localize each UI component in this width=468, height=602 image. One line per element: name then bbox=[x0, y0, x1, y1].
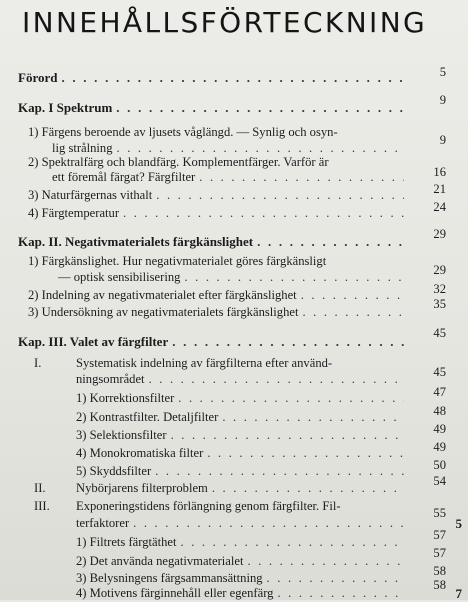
leader-dots bbox=[117, 141, 404, 156]
page-number: 24 bbox=[433, 200, 446, 214]
entry-text: 1) Filtrets färgtäthet bbox=[76, 535, 177, 549]
entry-text: 4) Monokromatiska filter bbox=[76, 446, 204, 460]
page-number: 55 bbox=[433, 506, 446, 520]
leader-dots bbox=[257, 234, 404, 249]
leader-dots bbox=[61, 70, 404, 85]
page-title: INNEHÅLLSFÖRTECKNING bbox=[22, 6, 428, 39]
entry-text: Systematisk indelning av färgfilterna efter använd- bbox=[76, 356, 333, 370]
toc-entry bbox=[76, 499, 428, 514]
leader-dots bbox=[302, 305, 404, 320]
entry-text: 2) Spektralfärg och blandfärg. Komplementfärger. Varför är bbox=[28, 155, 329, 169]
entry-text: terfaktorer bbox=[76, 516, 130, 530]
page-number: 58 bbox=[433, 578, 446, 592]
leader-dots bbox=[222, 410, 404, 425]
toc-entry bbox=[76, 410, 408, 425]
edge-mark: 7 bbox=[455, 586, 462, 601]
entry-text: 4) Färgtemperatur bbox=[28, 206, 120, 220]
toc-entry bbox=[28, 188, 408, 203]
page-number: 49 bbox=[433, 440, 446, 454]
leader-dots bbox=[116, 100, 404, 115]
page-number: 58 bbox=[433, 564, 446, 578]
page-number: 48 bbox=[433, 404, 446, 418]
entry-text: 3) Belysningens färgsammansättning bbox=[76, 571, 263, 585]
toc-entry bbox=[76, 391, 408, 406]
leader-dots bbox=[155, 464, 404, 479]
entry-text: ett föremål färgat? Färgfilter bbox=[52, 170, 196, 184]
page-number: 57 bbox=[433, 528, 446, 542]
toc-entry bbox=[76, 464, 408, 479]
entry-text: 5) Skyddsfilter bbox=[76, 464, 152, 478]
page-number: 29 bbox=[433, 263, 446, 277]
toc-entry bbox=[28, 206, 408, 221]
entry-text: Förord bbox=[18, 70, 58, 85]
leader-dots bbox=[133, 516, 404, 531]
page-number: 35 bbox=[433, 297, 446, 311]
leader-dots bbox=[212, 481, 404, 496]
toc-entry bbox=[28, 288, 408, 303]
page-number: 57 bbox=[433, 546, 446, 560]
leader-dots bbox=[199, 170, 404, 185]
toc-entry bbox=[52, 141, 408, 156]
leader-dots bbox=[123, 206, 404, 221]
entry-text: 1) Korrektionsfilter bbox=[76, 391, 175, 405]
page-number: 21 bbox=[433, 182, 446, 196]
toc-chapter-3 bbox=[18, 334, 408, 349]
section-numeral: III. bbox=[34, 499, 50, 513]
entry-text: Kap. I Spektrum bbox=[18, 100, 113, 115]
page-number: 5 bbox=[439, 65, 446, 79]
toc-entry bbox=[76, 554, 408, 569]
toc-entry bbox=[76, 535, 408, 550]
entry-text: 1) Färgens beroende av ljusets våglängd. — Synlig och osyn- bbox=[28, 125, 338, 139]
page-number: 9 bbox=[439, 133, 446, 147]
toc-entry bbox=[76, 481, 408, 496]
leader-dots bbox=[277, 586, 404, 601]
leader-dots bbox=[181, 535, 405, 550]
entry-text: 2) Det använda negativmaterialet bbox=[76, 554, 244, 568]
leader-dots bbox=[207, 446, 404, 461]
page-number: 9 bbox=[439, 93, 446, 107]
section-numeral: I. bbox=[34, 356, 42, 370]
page-number: 16 bbox=[433, 165, 446, 179]
entry-text: 2) Indelning av negativmaterialet efter färgkänslighet bbox=[28, 288, 297, 302]
leader-dots bbox=[171, 428, 404, 443]
toc-entry bbox=[76, 516, 408, 531]
leader-dots bbox=[149, 372, 404, 387]
entry-text: 3) Selektionsfilter bbox=[76, 428, 167, 442]
toc-entry bbox=[76, 571, 408, 586]
toc-entry bbox=[28, 305, 408, 320]
entry-text: 3) Naturfärgernas vithalt bbox=[28, 188, 153, 202]
toc-entry bbox=[76, 372, 408, 387]
toc-entry bbox=[76, 446, 408, 461]
toc-entry bbox=[76, 356, 428, 371]
entry-text: Exponeringstidens förlängning genom färgfilter. Fil- bbox=[76, 499, 341, 513]
leader-dots bbox=[172, 334, 404, 349]
toc-chapter-1 bbox=[18, 100, 408, 115]
leader-dots bbox=[178, 391, 404, 406]
leader-dots bbox=[248, 554, 405, 569]
leader-dots bbox=[184, 270, 404, 285]
toc-entry bbox=[28, 125, 428, 140]
leader-dots bbox=[156, 188, 404, 203]
page-number: 45 bbox=[433, 326, 446, 340]
leader-dots bbox=[301, 288, 404, 303]
page-number: 32 bbox=[433, 282, 446, 296]
section-numeral: II. bbox=[34, 481, 46, 495]
page-number: 49 bbox=[433, 422, 446, 436]
toc-entry bbox=[28, 155, 428, 170]
leader-dots bbox=[267, 571, 404, 586]
entry-text: — optisk sensibilisering bbox=[58, 270, 181, 284]
toc-entry bbox=[28, 254, 434, 269]
toc-entry-preface bbox=[18, 70, 408, 85]
entry-text: 4) Motivens färginnehåll eller egenfärg bbox=[76, 586, 274, 600]
edge-mark: 5 bbox=[455, 516, 462, 531]
toc-entry bbox=[76, 428, 408, 443]
toc-chapter-2 bbox=[18, 234, 408, 249]
toc-entry bbox=[52, 170, 408, 185]
entry-text: 2) Kontrastfilter. Detaljfilter bbox=[76, 410, 219, 424]
page-number: 47 bbox=[433, 385, 446, 399]
entry-text: Kap. II. Negativmaterialets färgkänslighet bbox=[18, 234, 254, 249]
toc-entry bbox=[58, 270, 408, 285]
entry-text: 3) Undersökning av negativmaterialets färgkänslighet bbox=[28, 305, 299, 319]
toc-entry bbox=[76, 586, 408, 601]
page-number: 29 bbox=[433, 227, 446, 241]
entry-text: Kap. III. Valet av färgfilter bbox=[18, 334, 169, 349]
entry-text: ningsområdet bbox=[76, 372, 145, 386]
page-number: 45 bbox=[433, 365, 446, 379]
entry-text: Nybörjarens filterproblem bbox=[76, 481, 208, 495]
page-number: 54 bbox=[433, 474, 446, 488]
entry-text: lig strålning bbox=[52, 141, 113, 155]
entry-text: 1) Färgkänslighet. Hur negativmaterialet göres färgkänsligt bbox=[28, 254, 327, 268]
page-number: 50 bbox=[433, 458, 446, 472]
